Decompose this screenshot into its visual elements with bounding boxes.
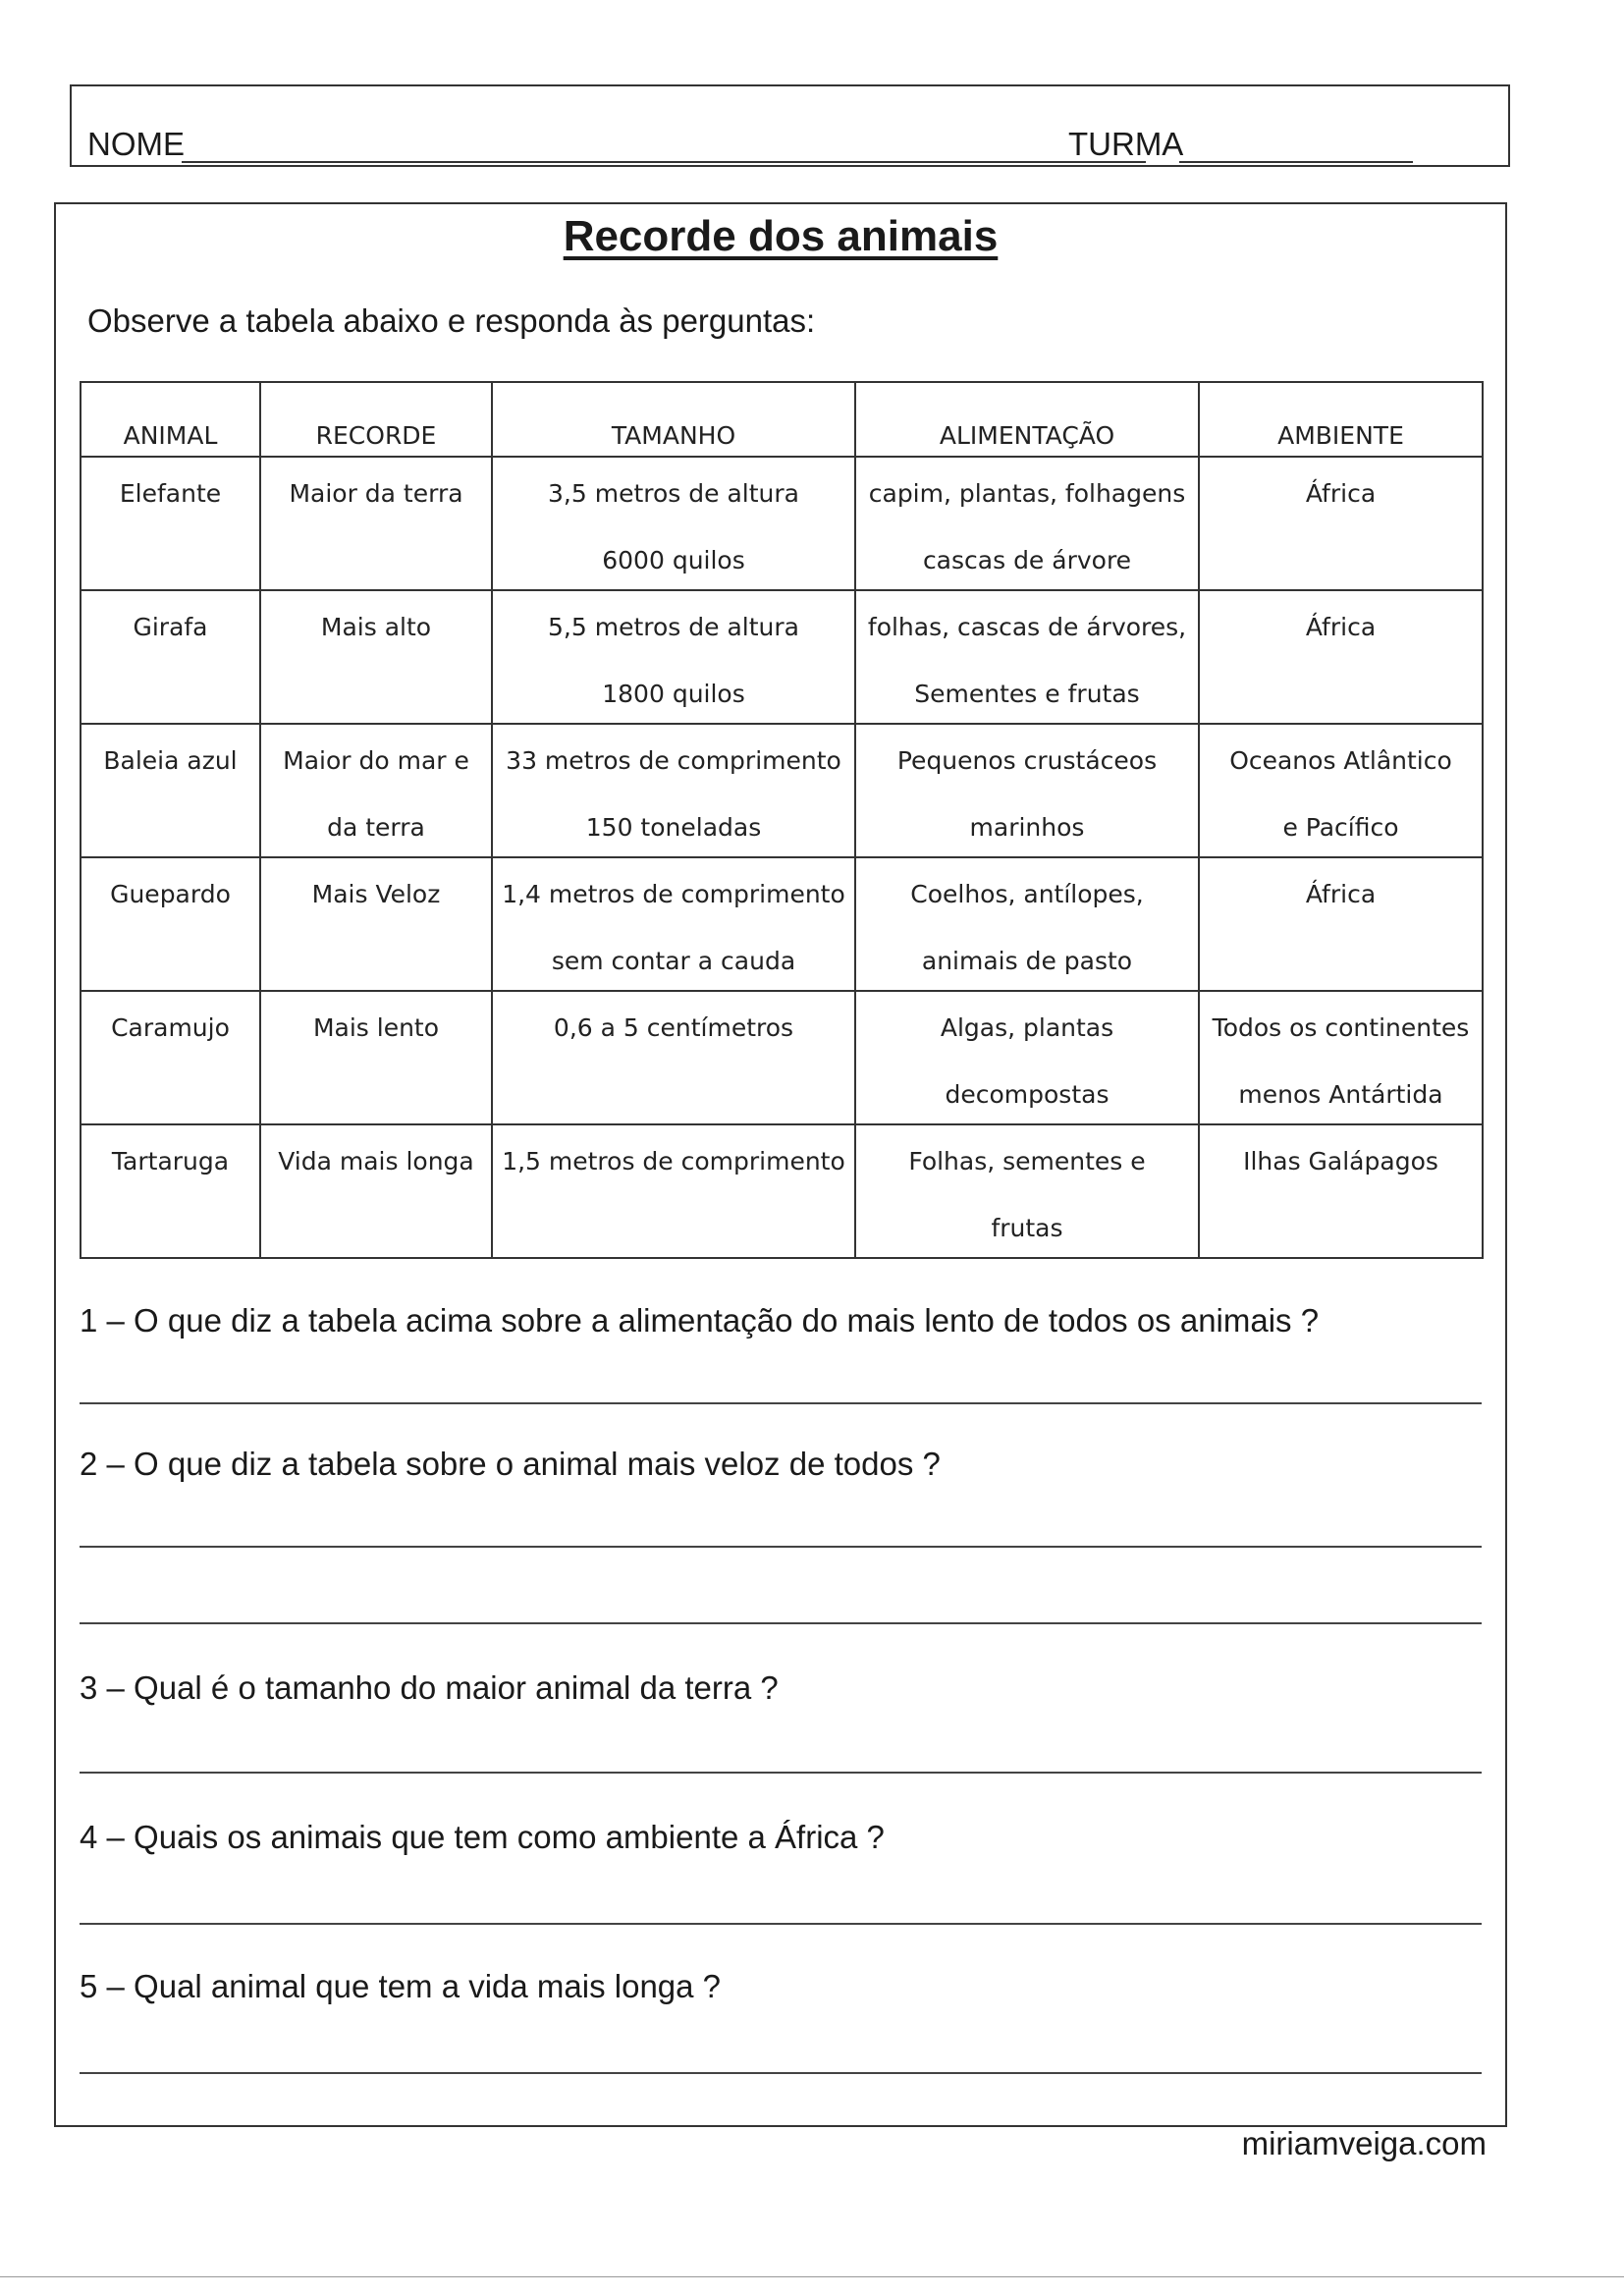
cell-line-1: Caramujo bbox=[111, 1013, 230, 1042]
table-cell bbox=[492, 457, 855, 590]
cell-line-1: 1,4 metros de comprimento bbox=[502, 880, 845, 908]
cell-line-1: 1,5 metros de comprimento bbox=[502, 1147, 845, 1175]
cell-line-2 bbox=[81, 909, 259, 947]
table-row bbox=[81, 724, 1483, 857]
instruction-text: Observe a tabela abaixo e responda às perguntas: bbox=[87, 302, 816, 339]
animal-records-table bbox=[80, 381, 1484, 1259]
cell-line-2 bbox=[1200, 509, 1482, 546]
table-cell bbox=[81, 724, 260, 857]
cell-line-1: 33 metros de comprimento bbox=[506, 746, 841, 775]
table-cell bbox=[1199, 1124, 1483, 1258]
page-bottom-rule bbox=[0, 2276, 1624, 2277]
cell-line-2: 6000 quilos bbox=[602, 546, 745, 574]
table-cell bbox=[81, 457, 260, 590]
cell-line-2 bbox=[81, 509, 259, 546]
cell-line-2: e Pacífico bbox=[1282, 813, 1399, 842]
table-cell bbox=[1199, 590, 1483, 724]
cell-line-2: cascas de árvore bbox=[922, 546, 1132, 574]
cell-line-2 bbox=[261, 1043, 491, 1080]
question-3: 3 – Qual é o tamanho do maior animal da terra ? bbox=[80, 1669, 779, 1706]
answer-line-2b[interactable] bbox=[80, 1622, 1482, 1624]
table-cell bbox=[1199, 991, 1483, 1124]
table-cell bbox=[260, 991, 492, 1124]
worksheet-box bbox=[54, 202, 1507, 2127]
cell-line-1: Tartaruga bbox=[111, 1147, 230, 1175]
cell-line-1: Algas, plantas bbox=[940, 1013, 1114, 1042]
table-cell bbox=[1199, 724, 1483, 857]
cell-line-2 bbox=[493, 1043, 854, 1080]
cell-line-1: Vida mais longa bbox=[278, 1147, 474, 1175]
cell-line-2 bbox=[81, 1176, 259, 1214]
answer-line-2a[interactable] bbox=[80, 1546, 1482, 1548]
table-cell bbox=[81, 590, 260, 724]
cell-line-2 bbox=[261, 909, 491, 947]
table-cell bbox=[855, 457, 1199, 590]
question-4: 4 – Quais os animais que tem como ambiente a África ? bbox=[80, 1819, 885, 1855]
table-cell bbox=[260, 857, 492, 991]
cell-line-1: Girafa bbox=[133, 613, 208, 641]
cell-line-1: 5,5 metros de altura bbox=[548, 613, 799, 641]
column-header-habitat: AMBIENTE bbox=[1199, 382, 1483, 457]
table-cell bbox=[492, 857, 855, 991]
table-cell bbox=[81, 1124, 260, 1258]
cell-line-2: marinhos bbox=[969, 813, 1085, 842]
cell-line-2: 150 toneladas bbox=[585, 813, 762, 842]
table-cell bbox=[492, 1124, 855, 1258]
cell-line-1: Mais alto bbox=[320, 613, 432, 641]
cell-line-2 bbox=[81, 1043, 259, 1080]
table-cell bbox=[855, 991, 1199, 1124]
column-header-animal: ANIMAL bbox=[81, 382, 260, 457]
cell-line-2 bbox=[1200, 1176, 1482, 1214]
cell-line-1: Ilhas Galápagos bbox=[1243, 1147, 1438, 1175]
cell-line-1: Mais Veloz bbox=[311, 880, 441, 908]
student-info-box bbox=[70, 84, 1510, 167]
answer-line-5[interactable] bbox=[80, 2072, 1482, 2074]
table-row bbox=[81, 590, 1483, 724]
cell-line-2 bbox=[261, 1176, 491, 1214]
cell-line-1: Mais lento bbox=[312, 1013, 440, 1042]
worksheet-title: Recorde dos animais bbox=[563, 212, 999, 260]
cell-line-2: frutas bbox=[991, 1214, 1063, 1242]
cell-line-2 bbox=[1200, 642, 1482, 680]
cell-line-2: animais de pasto bbox=[921, 947, 1133, 975]
table-row bbox=[81, 457, 1483, 590]
cell-line-1: África bbox=[1305, 880, 1377, 908]
table-cell bbox=[492, 724, 855, 857]
answer-line-3[interactable] bbox=[80, 1772, 1482, 1774]
cell-line-2 bbox=[493, 1176, 854, 1214]
cell-line-1: Pequenos crustáceos bbox=[896, 746, 1158, 775]
cell-line-2 bbox=[261, 642, 491, 680]
cell-line-2: Sementes e frutas bbox=[914, 680, 1140, 708]
cell-line-1: Maior do mar e bbox=[283, 746, 469, 775]
table-cell bbox=[855, 724, 1199, 857]
question-1: 1 – O que diz a tabela acima sobre a alimentação do mais lento de todos os animais ? bbox=[80, 1302, 1320, 1339]
table-cell bbox=[855, 590, 1199, 724]
table-cell bbox=[260, 590, 492, 724]
cell-line-2 bbox=[1200, 909, 1482, 947]
cell-line-1: folhas, cascas de árvores, bbox=[867, 613, 1187, 641]
column-header-food: ALIMENTAÇÃO bbox=[855, 382, 1199, 457]
column-header-size: TAMANHO bbox=[492, 382, 855, 457]
cell-line-1: capim, plantas, folhagens bbox=[868, 479, 1186, 508]
table-cell bbox=[1199, 457, 1483, 590]
cell-line-2 bbox=[261, 509, 491, 546]
cell-line-2: decompostas bbox=[945, 1080, 1110, 1109]
cell-line-1: 3,5 metros de altura bbox=[548, 479, 799, 508]
table-row bbox=[81, 991, 1483, 1124]
table-cell bbox=[260, 1124, 492, 1258]
column-header-record: RECORDE bbox=[260, 382, 492, 457]
cell-line-1: África bbox=[1305, 479, 1377, 508]
table-cell bbox=[260, 724, 492, 857]
name-field-line[interactable] bbox=[182, 161, 1146, 163]
cell-line-1: Maior da terra bbox=[289, 479, 463, 508]
cell-line-2: 1800 quilos bbox=[602, 680, 745, 708]
cell-line-1: Oceanos Atlântico bbox=[1229, 746, 1452, 775]
cell-line-2 bbox=[81, 776, 259, 813]
cell-line-1: 0,6 a 5 centímetros bbox=[553, 1013, 794, 1042]
table-cell bbox=[1199, 857, 1483, 991]
cell-line-1: Todos os continentes bbox=[1212, 1013, 1470, 1042]
cell-line-1: Elefante bbox=[119, 479, 222, 508]
cell-line-2: sem contar a cauda bbox=[551, 947, 796, 975]
cell-line-1: Baleia azul bbox=[103, 746, 238, 775]
cell-line-2: menos Antártida bbox=[1238, 1080, 1443, 1109]
cell-line-1: Folhas, sementes e bbox=[908, 1147, 1146, 1175]
class-field-line[interactable] bbox=[1179, 161, 1413, 163]
cell-line-1: África bbox=[1305, 613, 1377, 641]
table-cell bbox=[260, 457, 492, 590]
source-website: miriamveiga.com bbox=[1241, 2125, 1487, 2161]
cell-line-1: Coelhos, antílopes, bbox=[910, 880, 1144, 908]
answer-line-1[interactable] bbox=[80, 1402, 1482, 1404]
cell-line-2: da terra bbox=[327, 813, 425, 842]
question-2: 2 – O que diz a tabela sobre o animal mais veloz de todos ? bbox=[80, 1446, 941, 1482]
question-5: 5 – Qual animal que tem a vida mais longa ? bbox=[80, 1968, 722, 2004]
table-cell bbox=[81, 857, 260, 991]
table-row bbox=[81, 1124, 1483, 1258]
table-header-row bbox=[81, 382, 1483, 457]
table-cell bbox=[855, 857, 1199, 991]
answer-line-4[interactable] bbox=[80, 1923, 1482, 1925]
table-cell bbox=[492, 590, 855, 724]
table-cell bbox=[855, 1124, 1199, 1258]
table-row bbox=[81, 857, 1483, 991]
cell-line-1: Guepardo bbox=[110, 880, 231, 908]
name-label: NOME bbox=[87, 126, 185, 162]
class-label: TURMA bbox=[1068, 126, 1184, 162]
cell-line-2 bbox=[81, 642, 259, 680]
table-cell bbox=[492, 991, 855, 1124]
table-cell bbox=[81, 991, 260, 1124]
